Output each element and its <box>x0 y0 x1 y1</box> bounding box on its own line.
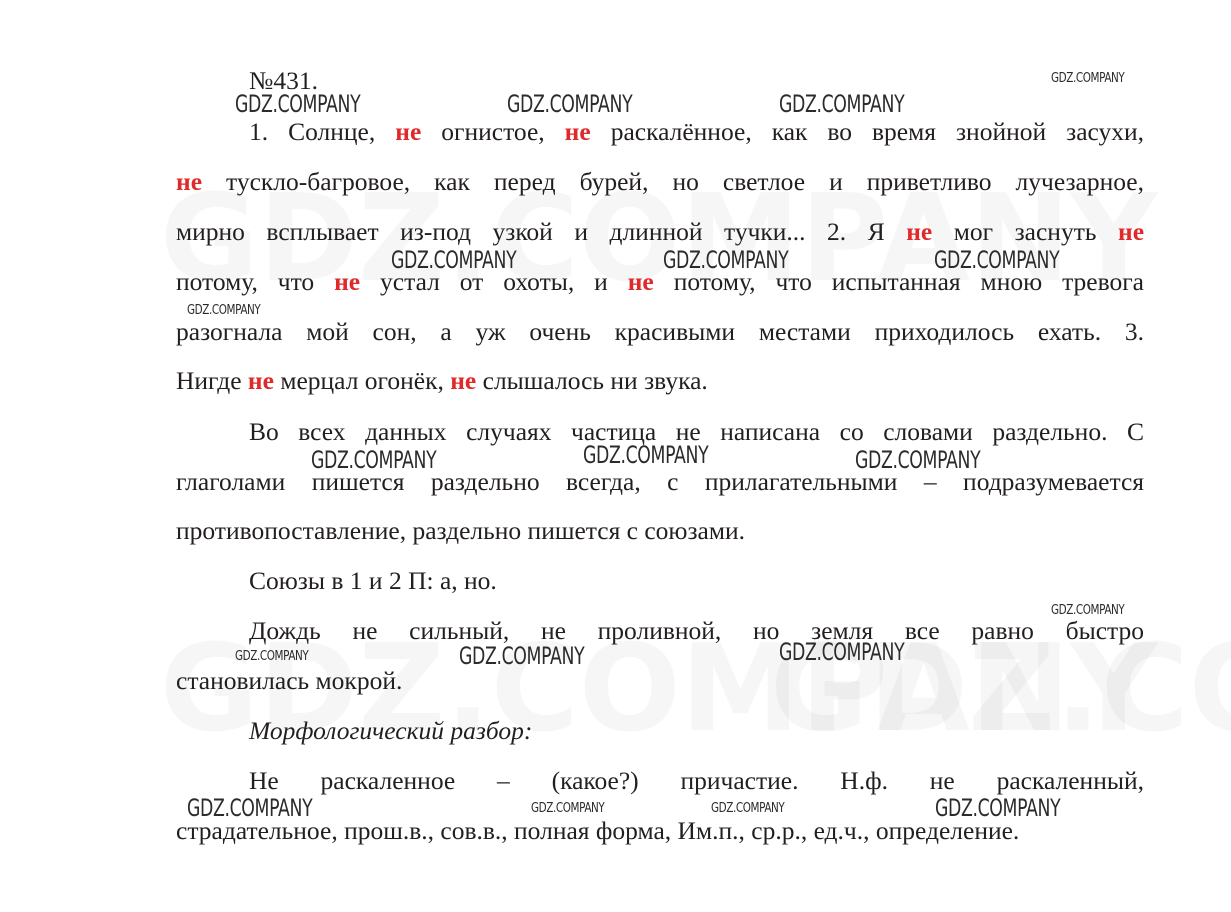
paragraph-4-line-2: становилась мокрой. <box>176 666 403 695</box>
particle-ne: не <box>176 167 203 196</box>
paragraph-2-line-2: глаголами пишется раздельно всегда, с прилагательными – подразумевается <box>176 467 1144 496</box>
paragraph-2-line-1: Во всех данных случаях частица не написана со словами раздельно. С <box>249 417 1144 446</box>
text-line-5: разогнала мой сон, а уж очень красивыми местами приходилось ехать. 3. <box>176 317 1144 346</box>
watermark-text: GDZ.COMPANY <box>1051 603 1125 618</box>
watermark-text: GDZ.COMPANY <box>235 649 309 664</box>
watermark-text: GDZ.COMPANY <box>663 246 789 274</box>
watermark-text: GDZ.COMPANY <box>583 441 709 469</box>
exercise-number: №431. <box>249 66 318 95</box>
particle-ne: не <box>450 366 477 395</box>
section-heading: Морфологический разбор: <box>249 716 533 745</box>
particle-ne: не <box>395 117 422 146</box>
watermark-text: GDZ.COMPANY <box>187 303 261 318</box>
watermark-text: GDZ.COMPANY <box>459 642 585 670</box>
text-line-2: не тускло-багровое, как перед бурей, но светлое и приветливо лучезарное, <box>176 167 1144 196</box>
watermark-text: GDZ.COMPANY <box>531 801 605 816</box>
watermark-text: GDZ.COMPANY <box>311 446 437 474</box>
paragraph-3: Союзы в 1 и 2 П: а, но. <box>249 566 497 595</box>
paragraph-4-line-1: Дождь не сильный, не проливной, но земля все равно быстро <box>249 616 1144 645</box>
text-line-4: потому, что не устал от охоты, и не потому, что испытанная мною тревога <box>176 267 1144 296</box>
particle-ne: не <box>334 267 361 296</box>
watermark-text: GDZ.COMPANY <box>779 638 905 666</box>
paragraph-5-line-2: страдательное, прош.в., сов.в., полная форма, Им.п., ср.р., ед.ч., определение. <box>176 816 1020 845</box>
watermark-text: GDZ.COMPANY <box>935 794 1061 822</box>
paragraph-5-line-1: Не раскаленное – (какое?) причастие. Н.ф. не раскаленный, <box>249 766 1144 795</box>
watermark-text: GDZ.COMPANY <box>391 246 517 274</box>
watermark-text: GDZ.COMPANY <box>934 246 1060 274</box>
watermark-text: GDZ.COMPANY <box>1051 71 1125 86</box>
particle-ne: не <box>627 267 654 296</box>
particle-ne: не <box>564 117 591 146</box>
watermark-text: GDZ.COMPANY <box>507 90 633 118</box>
watermark-text: GDZ.COMPANY <box>855 446 981 474</box>
watermark-text: GDZ.COMPANY <box>779 90 905 118</box>
watermark-text: GDZ.COMPANY <box>711 801 785 816</box>
particle-ne: не <box>247 366 274 395</box>
watermark-text: GDZ.COMPANY <box>235 90 361 118</box>
paragraph-2-line-3: противопоставление, раздельно пишется с союзами. <box>176 516 746 545</box>
text-line-3: мирно всплывает из-под узкой и длинной тучки... 2. Я не мог заснуть не <box>176 217 1145 246</box>
watermark-text: GDZ.COMPANY <box>187 794 313 822</box>
text-line-1: 1. Солнце, не огнистое, не раскалённое, как во время знойной засухи, <box>249 117 1145 146</box>
particle-ne: не <box>906 217 933 246</box>
particle-ne: не <box>1118 217 1145 246</box>
text-line-6: Нигде не мерцал огонёк, не слышалось ни звука. <box>176 366 708 395</box>
